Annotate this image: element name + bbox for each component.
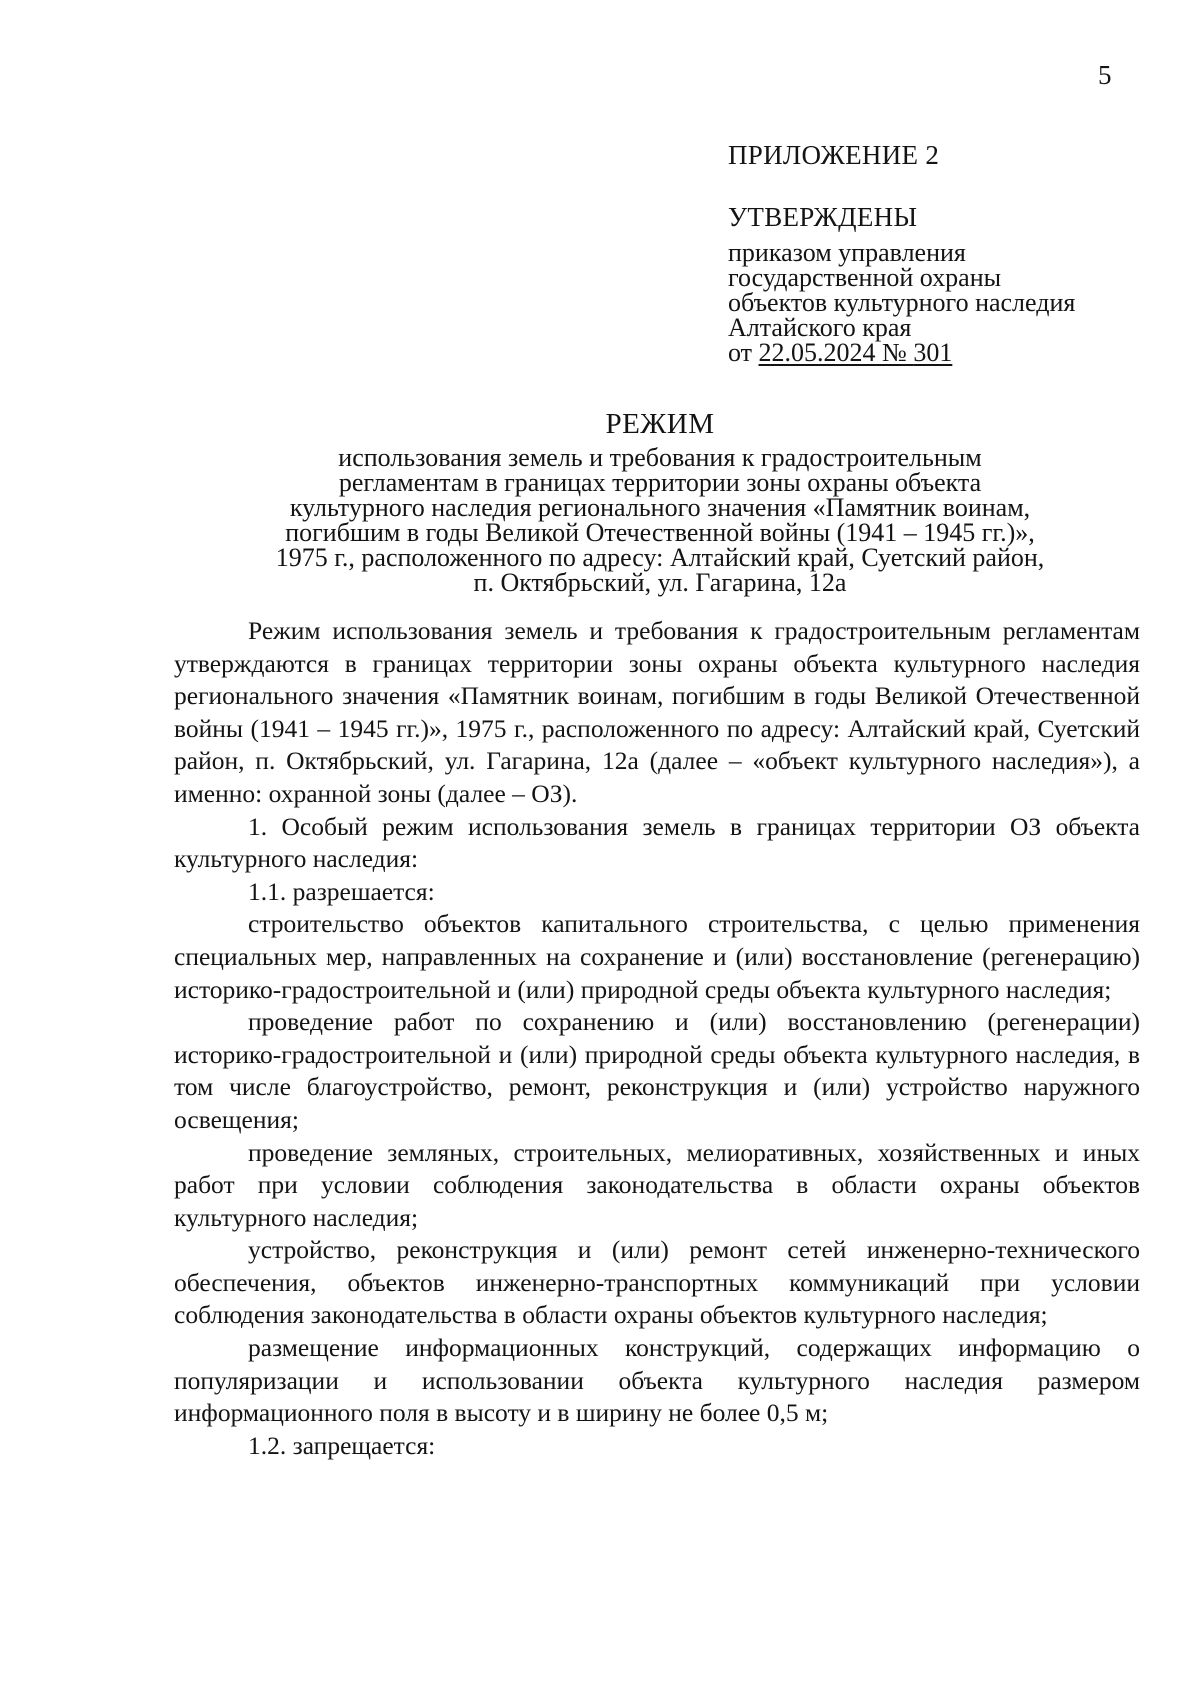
subsection-heading: 1.1. разрешается: [248, 876, 435, 906]
permitted-item: проведение работ по сохранению и (или) восстановлению (регенерации) историко-градостроительной и (или) природной среды объекта культурного наследия, в том числе благоустройство, ремонт, реконструкция и (или) устройство наружного освещения; [174, 1007, 1140, 1134]
permitted-item: проведение земляных, строительных, мелиоративных, хозяйственных и иных работ при условии соблюдения законодательства в области охраны объектов культурного наследия; [174, 1137, 1140, 1232]
approval-line: приказом управления [728, 238, 966, 267]
order-date: 22.05.2024 [758, 338, 876, 367]
permitted-item: устройство, реконструкция и (или) ремонт сетей инженерно-технического обеспечения, объектов инженерно-транспортных коммуникаций при условии соблюдения законодательства в области охраны объектов культурного наследия; [174, 1235, 1140, 1330]
page-number: 5 [1098, 60, 1112, 90]
section-heading: 1. Особый режим использования земель в границах территории ОЗ объекта культурного наследия: [174, 811, 1140, 874]
approval-label: УТВЕРЖДЕНЫ [728, 202, 918, 232]
approval-line: Алтайского края [728, 313, 912, 342]
approval-block [728, 202, 1076, 367]
subtitle-line: регламентам в границах территории зоны охраны объекта [338, 468, 982, 497]
subsection-heading: 1.2. запрещается: [248, 1430, 436, 1460]
approval-line: государственной охраны [728, 263, 1002, 292]
appendix-heading: ПРИЛОЖЕНИЕ 2 [728, 140, 940, 170]
document-title-block [160, 408, 1160, 595]
order-reference [728, 340, 1075, 365]
subtitle-line: погибшим в годы Великой Отечественной войны (1941 – 1945 гг.)», [285, 518, 1035, 547]
intro-paragraph: Режим использования земель и требования к градостроительным регламентам утверждаются в границах территории зоны охраны объекта культурного наследия регионального значения «Памятник воинам, погибшим в годы Великой Отечественной войны (1941 – 1945 гг.)», 1975 г., расположенного по адресу: Алтайский край, Суетский район, п. Октябрьский, ул. Гагарина, 12а (далее – «объект культурного наследия»), а именно: охранной зоны (далее – ОЗ). [174, 616, 1140, 808]
permitted-item: строительство объектов капитального строительства, с целью применения специальных мер, направленных на сохранение и (или) восстановление (регенерацию) историко-градостроительной и (или) природной среды объекта культурного наследия; [174, 909, 1140, 1004]
subtitle-line: п. Октябрьский, ул. Гагарина, 12а [473, 568, 847, 597]
order-date-prefix: от [728, 338, 759, 367]
subtitle-line: использования земель и требования к градостроительным [338, 443, 982, 472]
document-title: РЕЖИМ [605, 408, 715, 440]
order-number-sign: № [875, 338, 914, 367]
subtitle-line: 1975 г., расположенного по адресу: Алтайский край, Суетский район, [275, 543, 1045, 572]
document-body [174, 615, 1140, 1462]
order-number: 301 [913, 338, 953, 367]
subtitle-line: культурного наследия регионального значения «Памятник воинам, [289, 493, 1031, 522]
permitted-item: размещение информационных конструкций, содержащих информацию о популяризации и использовании объекта культурного наследия размером информационного поля в высоту и в ширину не более 0,5 м; [174, 1333, 1140, 1428]
approval-line: объектов культурного наследия [728, 288, 1076, 317]
